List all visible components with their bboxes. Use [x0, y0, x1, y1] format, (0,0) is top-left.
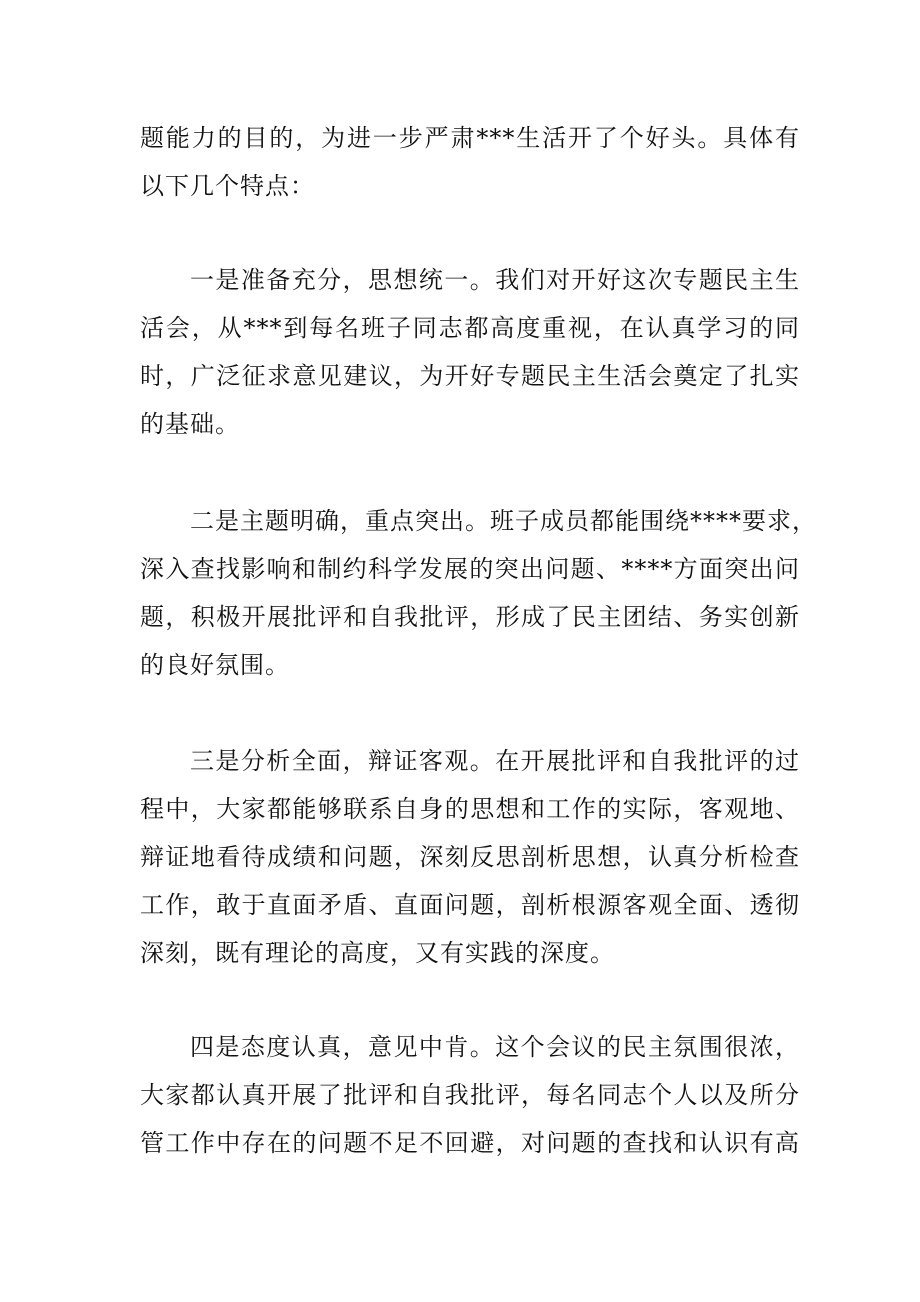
paragraph-point-two	[140, 497, 817, 689]
text-line: 大家都认真开展了批评和自我批评，每名同志个人以及所分	[140, 1081, 800, 1109]
paragraph-intro	[140, 114, 800, 210]
text-line: 程中，大家都能够联系自身的思想和工作的实际，客观地、	[140, 795, 800, 823]
text-line: 以下几个特点：	[140, 172, 315, 200]
text-line: 四是态度认真，意见中肯。这个会议的民主氛围很浓，	[190, 1033, 800, 1061]
paragraph-point-one	[140, 256, 800, 448]
text-line: 一是准备充分，思想统一。我们对开好这次专题民主生	[190, 266, 800, 294]
text-line: 活会，从***到每名班子同志都高度重视，在认真学习的同	[140, 314, 800, 342]
text-line: 深刻，既有理论的高度，又有实践的深度。	[140, 939, 615, 967]
text-line: 辩证地看待成绩和问题，深刻反思剖析思想，认真分析检查	[140, 843, 800, 871]
text-line: 题，积极开展批评和自我批评，形成了民主团结、务实创新	[140, 603, 800, 631]
text-line: 管工作中存在的问题不足不回避，对问题的查找和认识有高	[140, 1129, 800, 1157]
text-line: 深入查找影响和制约科学发展的突出问题、****方面突出问	[140, 555, 800, 583]
text-line: 的良好氛围。	[140, 651, 290, 679]
text-line: 的基础。	[140, 410, 240, 438]
text-line: 时，广泛征求意见建议，为开好专题民主生活会奠定了扎实	[140, 362, 800, 390]
paragraph-point-three	[140, 737, 800, 977]
text-line: 三是分析全面，辩证客观。在开展批评和自我批评的过	[190, 747, 800, 775]
text-line: 二是主题明确，重点突出。班子成员都能围绕****要求，	[190, 507, 817, 535]
paragraph-point-four	[140, 1023, 800, 1167]
text-line: 题能力的目的，为进一步严肃***生活开了个好头。具体有	[140, 124, 800, 152]
text-line: 工作，敢于直面矛盾、直面问题，剖析根源客观全面、透彻	[140, 891, 800, 919]
